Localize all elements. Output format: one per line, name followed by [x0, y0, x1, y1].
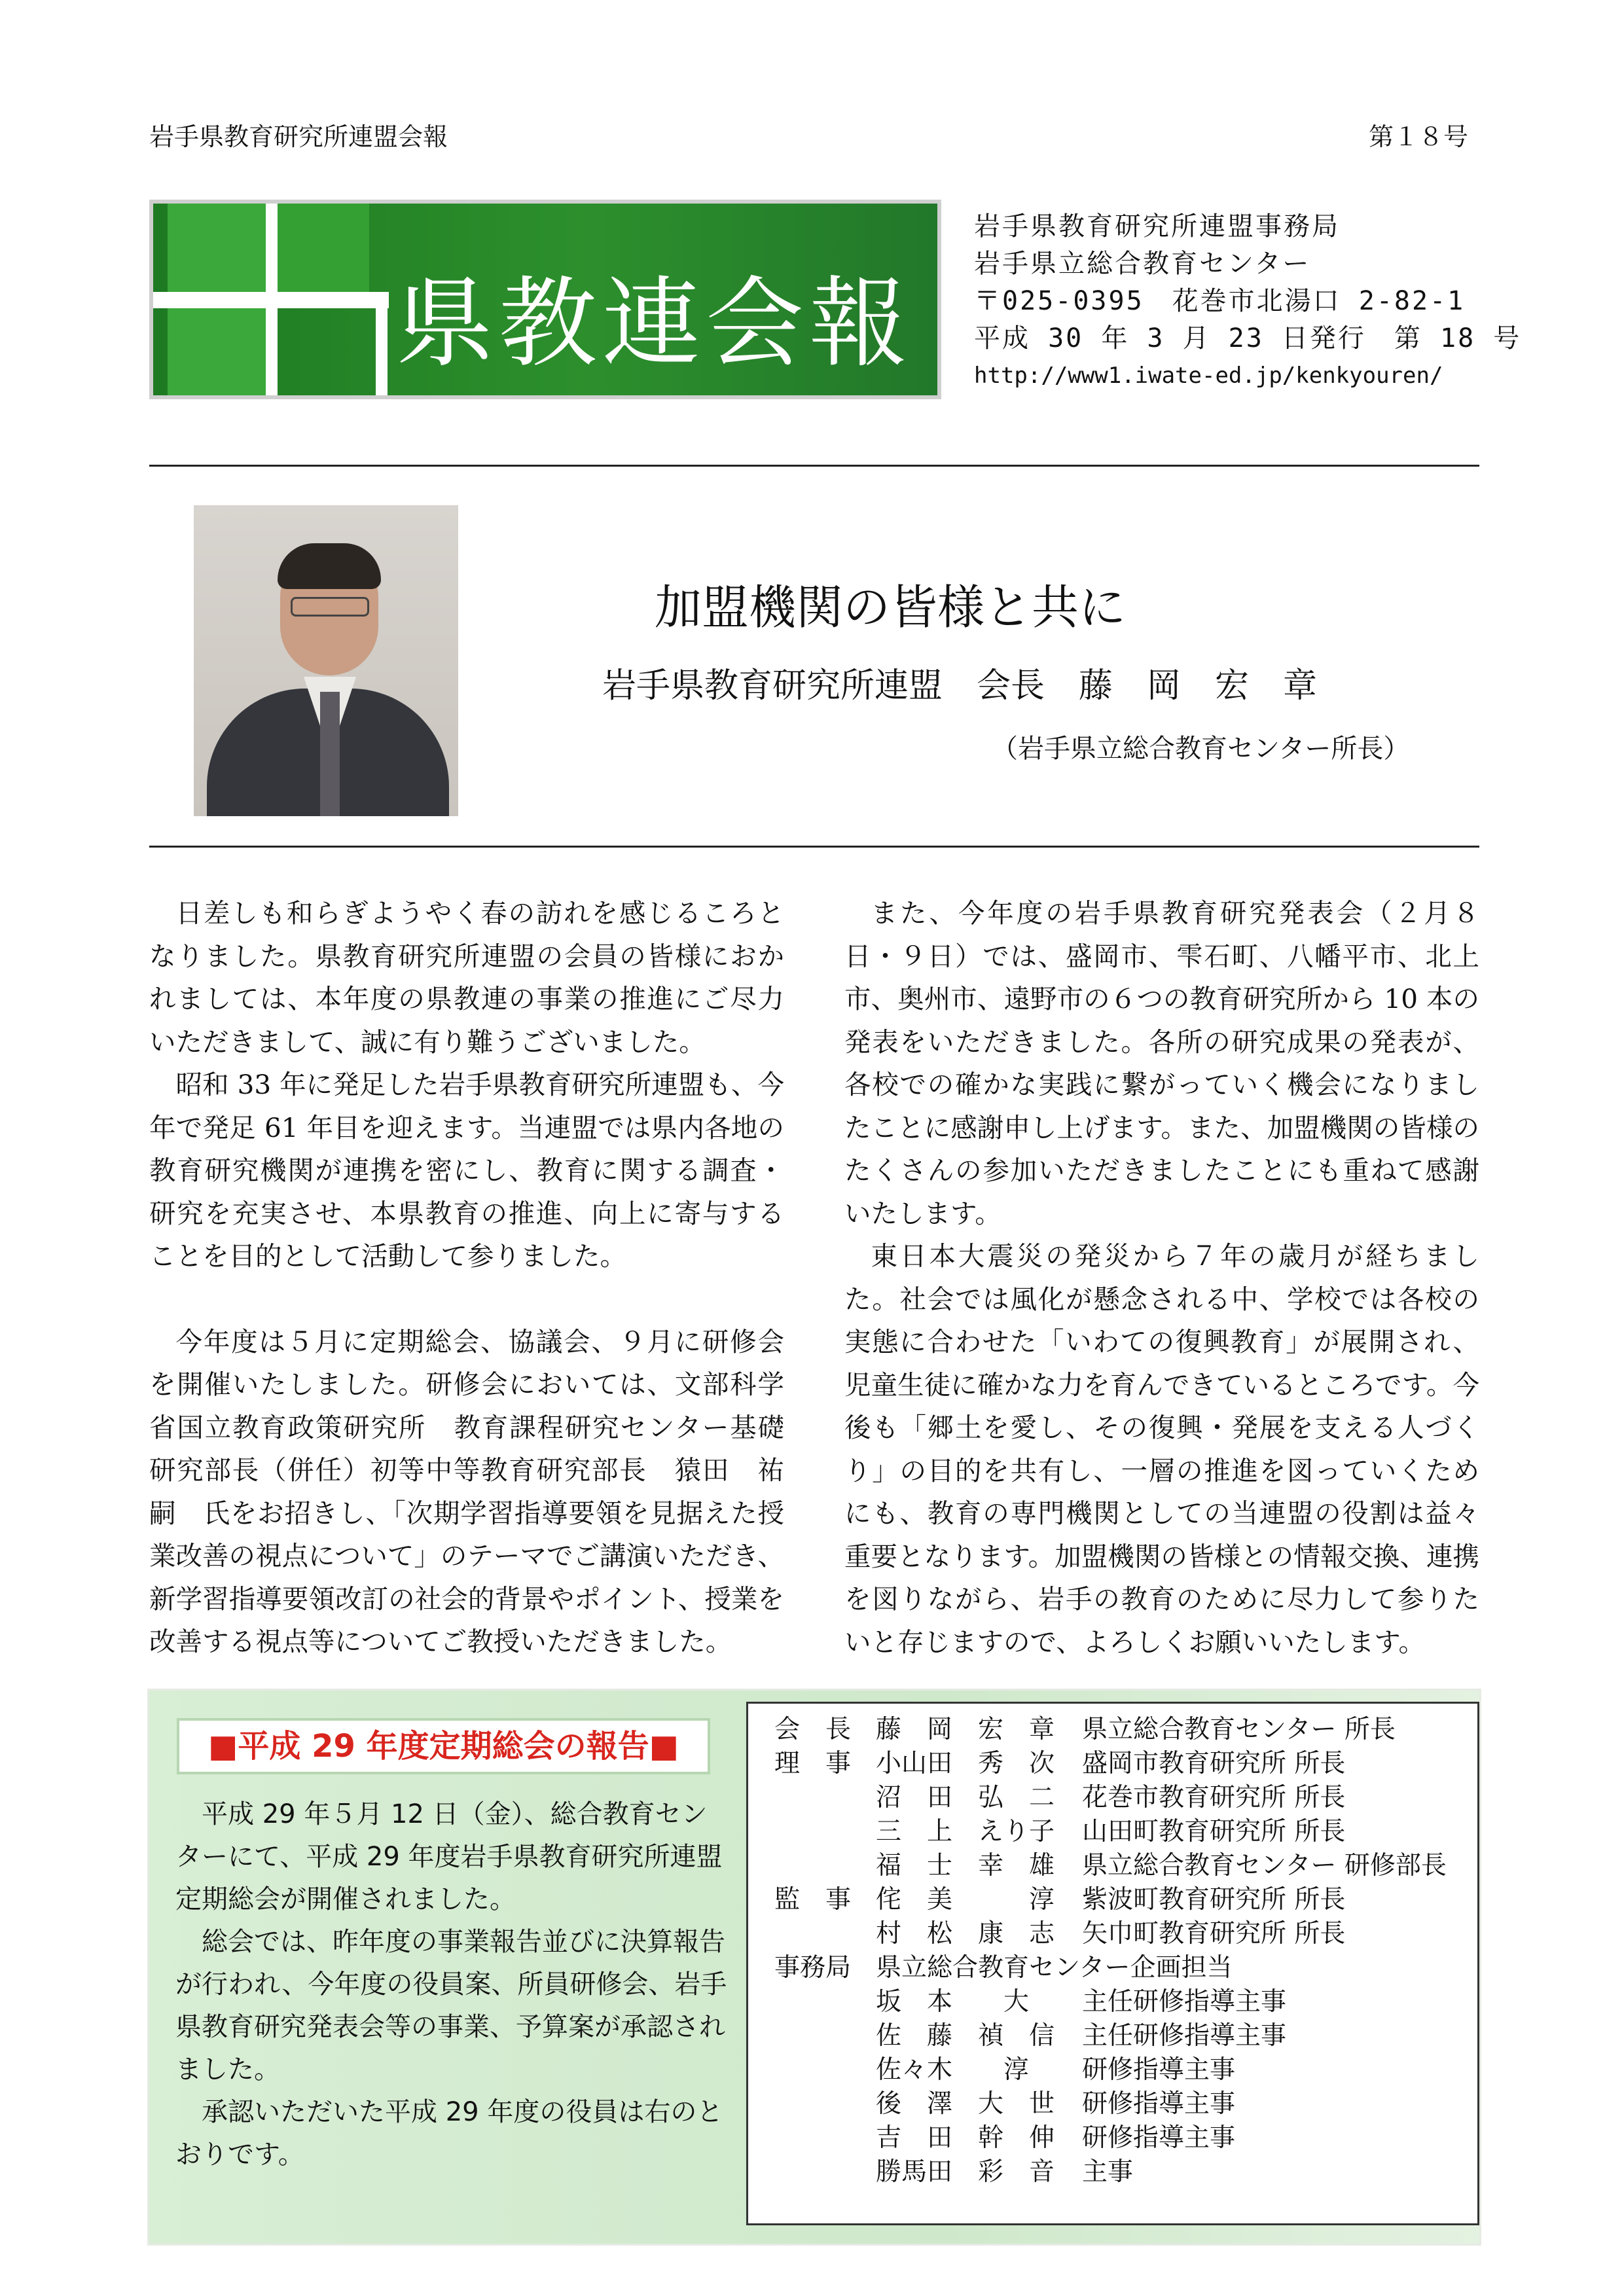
- divider-rule: [149, 465, 1479, 467]
- paragraph: 平成 29 年５月 12 日（金）、総合教育センターにて、平成 29 年度岩手県教育研究所連盟定期総会が開催されました。: [175, 1799, 723, 1914]
- paragraph: 今年度は５月に定期総会、協議会、９月に研修会を開催いたしました。研修会においては、文部科学省国立教育政策研究所 教育課程研究センター基礎研究部長（併任）初等中等教育研究部長 猿田 祐嗣 氏をお招きし、「次期学習指導要領を見据えた授業改善の視点について」のテーマでご講演いただき、新学習指導要領改訂の社会的背景やポイント、授業を改善する視点等についてご教授いただきました。: [149, 1325, 784, 1657]
- publisher-url[interactable]: http://www1.iwate-ed.jp/kenkyouren/: [974, 363, 1443, 389]
- paragraph: 昭和 33 年に発足した岩手県教育研究所連盟も、今年で発足 61 年目を迎えます。当連盟では県内各地の教育研究機関が連携を密にし、教育に関する調査・研究を充実させ、本県教育の推進、向上に寄与することを目的として活動して参りました。: [149, 1069, 784, 1272]
- officer-name: 吉 田 幹 伸: [876, 2123, 1055, 2153]
- officer-name: 福 士 幸 雄: [876, 1851, 1055, 1880]
- article-column-right: [844, 892, 1479, 1664]
- officer-role: 監 事: [774, 1885, 852, 1914]
- officer-name: 村 松 康 志: [876, 1919, 1055, 1948]
- officer-role: 会 長: [774, 1715, 852, 1744]
- paragraph: 承認いただいた平成 29 年度の役員は右のとおりです。: [175, 2097, 723, 2170]
- article-column-left: [149, 892, 784, 1664]
- officer-name: 坂 本 大: [876, 1987, 1030, 2017]
- publisher-info: [974, 208, 1521, 395]
- masthead-logo: [149, 200, 941, 399]
- officer-name: 佐 藤 禎 信: [876, 2021, 1055, 2051]
- officer-name: 三 上 えり子: [876, 1817, 1055, 1846]
- report-body: [175, 1793, 732, 2176]
- officer-name: 県立総合教育センター企画担当: [876, 1953, 1233, 1982]
- paragraph: 東日本大震災の発災から７年の歳月が経ちました。社会では風化が懸念される中、学校では各校の実態に合わせた「いわての復興教育」が展開され、児童生徒に確かな力を育んできているところです。今後も「郷土を愛し、その復興・発展を支える人づくり」の目的を共有し、一層の推進を図っていくためにも、教育の専門機関としての当連盟の役割は益々重要となります。加盟機関の皆様との情報交換、連携を図りながら、岩手の教育のために尽力して参りたいと存じますので、よろしくお願いいたします。: [844, 1240, 1479, 1658]
- officer-org: 矢巾町教育研究所 所長: [1082, 1919, 1346, 1948]
- paragraph: また、今年度の岩手県教育研究発表会（２月８日・９日）では、盛岡市、雫石町、八幡平市、北上市、奥州市、遠野市の６つの教育研究所から 10 本の発表をいただきました。各所の研究成果の発表が、各校での確かな実践に繋がっていく機会になりましたことに感謝申し上げます。また、加盟機関の皆様のたくさんの参加いただきましたことにも重ねて感謝いたします。: [844, 897, 1479, 1229]
- article-title: 加盟機関の皆様と共に: [655, 580, 1127, 635]
- portrait-photo: [194, 505, 458, 816]
- officer-org: 研修指導主事: [1082, 2123, 1236, 2153]
- officer-role: 理 事: [774, 1749, 852, 1778]
- publisher-address: 〒025-0395 花巻市北湯口 2-82-1: [974, 286, 1466, 316]
- officer-org: 山田町教育研究所 所長: [1082, 1817, 1346, 1846]
- officer-org: 主事: [1082, 2157, 1134, 2187]
- officer-org: 主任研修指導主事: [1082, 2021, 1287, 2051]
- publish-date: 平成 30 年 3 月 23 日発行 第 18 号: [974, 323, 1522, 353]
- author-role: （岩手県立総合教育センター所長）: [992, 734, 1410, 764]
- masthead-title: 県教連会報: [395, 267, 913, 381]
- report-title: ■平成 29 年度定期総会の報告■: [177, 1718, 710, 1774]
- officer-name: 藤 岡 宏 章: [876, 1715, 1055, 1744]
- officer-name: 侘 美 淳: [876, 1885, 1055, 1914]
- officer-org: 花巻市教育研究所 所長: [1082, 1783, 1346, 1812]
- logo-divider: [376, 292, 388, 399]
- paragraph: 日差しも和らぎようやく春の訪れを感じるころとなりました。県教育研究所連盟の会員の皆様におかれましては、本年度の県教連の事業の推進にご尽力いただきまして、誠に有り難うございました。: [149, 897, 784, 1058]
- issue-number: 第１８号: [1368, 122, 1468, 151]
- officer-name: 小山田 秀 次: [876, 1749, 1055, 1778]
- logo-block: [168, 308, 266, 397]
- officer-name: 後 澤 大 世: [876, 2089, 1055, 2119]
- officer-org: 主任研修指導主事: [1082, 1987, 1287, 2017]
- officer-name: 勝馬田 彩 音: [876, 2157, 1055, 2187]
- author-byline: 岩手県教育研究所連盟 会長 藤 岡 宏 章: [602, 666, 1318, 706]
- officers-table: [746, 1702, 1479, 2225]
- officer-org: 研修指導主事: [1082, 2089, 1236, 2119]
- newsletter-name: 岩手県教育研究所連盟会報: [149, 122, 448, 151]
- officer-name: 沼 田 弘 二: [876, 1783, 1055, 1812]
- divider-rule: [149, 846, 1479, 848]
- officer-role: 事務局: [774, 1953, 852, 1982]
- logo-block: [278, 204, 369, 292]
- officer-org: 研修指導主事: [1082, 2055, 1236, 2085]
- officer-org: 県立総合教育センター 所長: [1082, 1715, 1396, 1744]
- officer-org: 紫波町教育研究所 所長: [1082, 1885, 1346, 1914]
- logo-divider: [153, 292, 389, 308]
- officer-org: 盛岡市教育研究所 所長: [1082, 1749, 1346, 1778]
- officer-org: 県立総合教育センター 研修部長: [1082, 1851, 1447, 1880]
- publisher-line: 岩手県立総合教育センター: [974, 249, 1311, 279]
- logo-block: [168, 204, 266, 292]
- officer-name: 佐々木 淳: [876, 2055, 1030, 2085]
- publisher-line: 岩手県教育研究所連盟事務局: [974, 211, 1340, 242]
- paragraph: 総会では、昨年度の事業報告並びに決算報告が行われ、今年度の役員案、所員研修会、岩手県教育研究発表会等の事業、予算案が承認されました。: [175, 1927, 727, 2085]
